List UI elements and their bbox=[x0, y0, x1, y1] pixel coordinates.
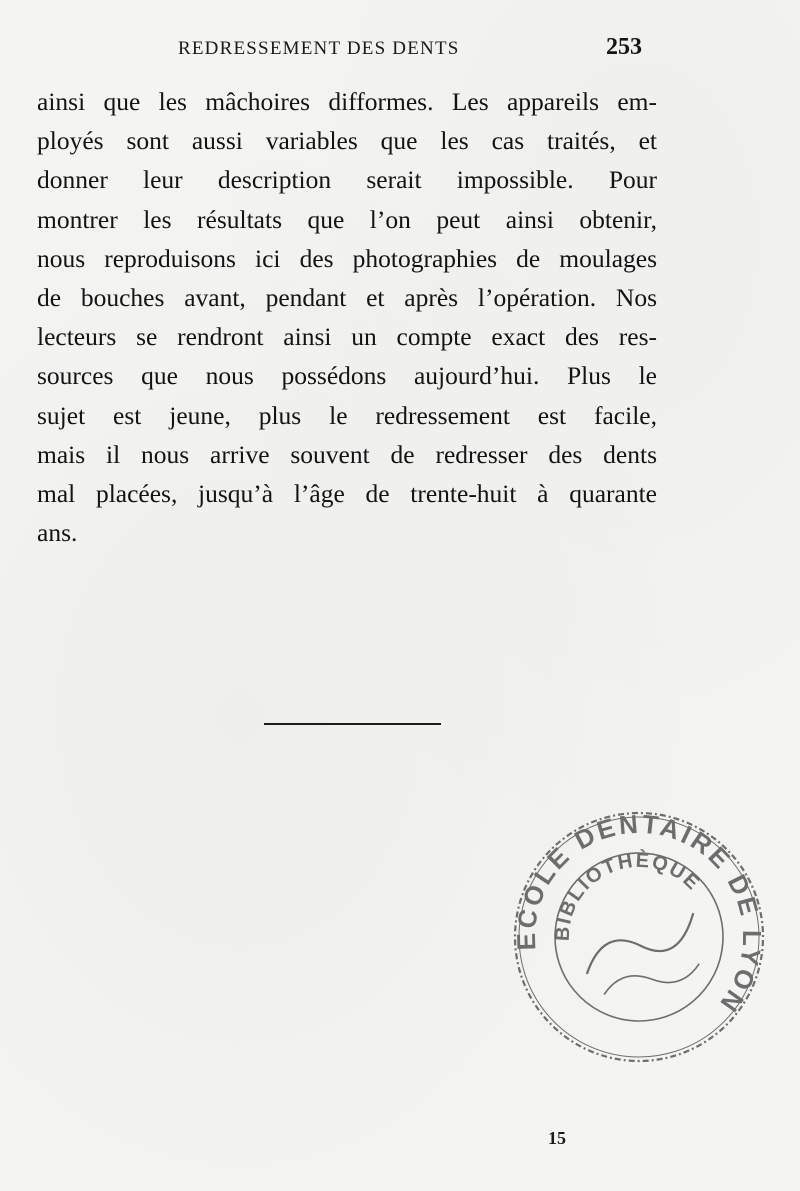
text-line: ainsi que les mâchoires difformes. Les appareils em- bbox=[37, 87, 657, 116]
text-line: mal placées, jusqu’à l’âge de trente-huit à quarante bbox=[37, 478, 657, 508]
text-line: mais il nous arrive souvent de redresser des dents bbox=[37, 439, 657, 469]
text-line: sources que nous possédons aujourd’hui. Plus le bbox=[37, 361, 657, 391]
running-head: REDRESSEMENT DES DENTS bbox=[178, 38, 460, 59]
text-line: nous reproduisons ici des photographies de moulages bbox=[37, 243, 657, 273]
text-line: donner leur description serait impossible. Pour bbox=[37, 165, 657, 195]
stamp-outer-text: ECOLE DENTAIRE DE LYON bbox=[510, 808, 768, 1020]
text-line: lecteurs se rendront ainsi un compte exact des res- bbox=[37, 322, 657, 352]
stamp-inner-text: BIBLIOTHÈQUE bbox=[551, 849, 705, 942]
text-line: ans. bbox=[37, 518, 78, 548]
body-paragraph bbox=[37, 82, 657, 552]
page-number: 253 bbox=[606, 34, 642, 60]
text-line: de bouches avant, pendant et après l’opération. Nos bbox=[37, 282, 657, 312]
text-line: montrer les résultats que l’on peut ainsi obtenir, bbox=[37, 204, 657, 234]
text-line: sujet est jeune, plus le redressement est facile, bbox=[37, 400, 657, 430]
section-rule bbox=[264, 723, 441, 725]
library-stamp bbox=[508, 806, 770, 1068]
text-line: ployés sont aussi variables que les cas traités, et bbox=[37, 126, 657, 156]
signature-mark: 15 bbox=[548, 1128, 566, 1148]
